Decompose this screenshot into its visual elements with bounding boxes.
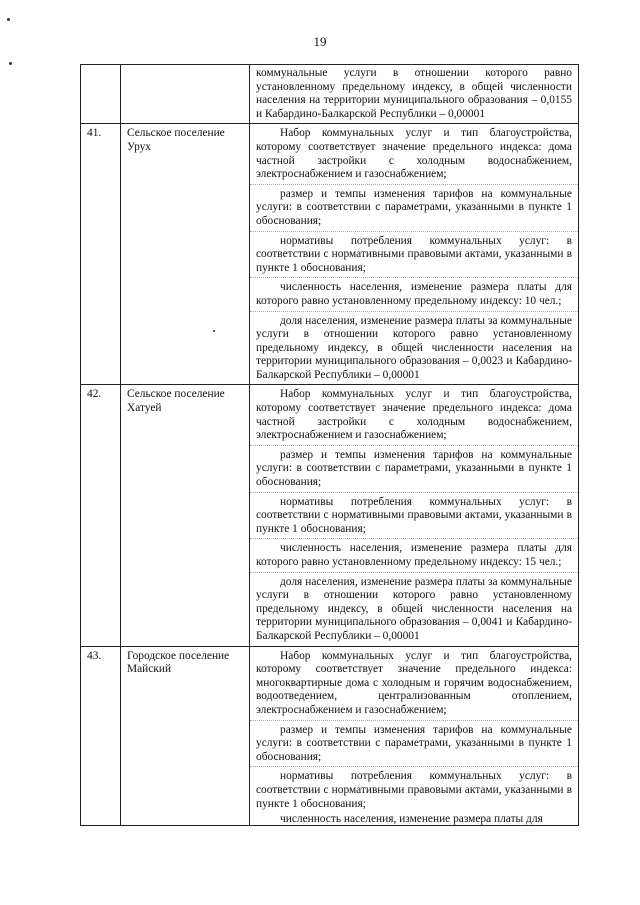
description-cell bbox=[250, 124, 579, 385]
description-paragraph: нормативы потребления коммунальных услуг: в соответствии с нормативными правовыми актами, указанными в пункте 1 обоснования; bbox=[250, 492, 578, 539]
row-number-cell: 42. bbox=[81, 385, 121, 646]
cut-off-paragraph-wrapper bbox=[250, 813, 578, 825]
description-paragraph: Набор коммунальных услуг и тип благоустройства, которому соответствует значение предельного индекса: дома частной застройки с холодным водоснабжением, электроснабжением и газоснабжением; bbox=[256, 127, 572, 181]
description-cell bbox=[250, 646, 579, 826]
description-paragraph: размер и темпы изменения тарифов на коммунальные услуги: в соответствии с параметрами, указанными в пункте 1 обоснования; bbox=[250, 720, 578, 767]
table-row-42 bbox=[81, 385, 579, 646]
table-row-continuation bbox=[81, 65, 579, 124]
description-paragraph: доля населения, изменение размера платы за коммунальные услуги в отношении которого равно установленному предельному индексу, в общей численности населения на территории муниципального образования – 0,0041 и Кабардино-Балкарской Республики – 0,00001 bbox=[250, 572, 578, 646]
municipality-name-cell: Городское поселение Майский bbox=[121, 646, 250, 826]
row-number-cell bbox=[81, 65, 121, 124]
municipality-name-cell: Сельское поселение Хатуей bbox=[121, 385, 250, 646]
row-number-cell: 41. bbox=[81, 124, 121, 385]
description-paragraph: коммунальные услуги в отношении которого равно установленному предельному индексу, в общей численности населения на территории муниципального образования – 0,0155 и Кабардино-Балкарской Республики – 0,00001 bbox=[256, 67, 572, 120]
description-paragraph: численность населения, изменение размера платы для которого равно установленному предельному индексу: 10 чел.; bbox=[250, 277, 578, 310]
description-paragraph: Набор коммунальных услуг и тип благоустройства, которому соответствует значение предельного индекса: дома частной застройки с холодным водоснабжением, электроснабжением и газоснабжением; bbox=[256, 388, 572, 442]
description-paragraph: Набор коммунальных услуг и тип благоустройства, которому соответствует значение предельного индекса: многоквартирные дома с холодным и горячим водоснабжением, водоотведением, централизованным отоплением, электроснабжением и газоснабжением; bbox=[256, 649, 572, 716]
description-paragraph: нормативы потребления коммунальных услуг: в соответствии с нормативными правовыми актами, указанными в пункте 1 обоснования; bbox=[250, 766, 578, 813]
scan-speck bbox=[7, 18, 10, 21]
description-paragraph: размер и темпы изменения тарифов на коммунальные услуги: в соответствии с параметрами, указанными в пункте 1 обоснования; bbox=[250, 445, 578, 492]
description-cell bbox=[250, 65, 579, 124]
table-row-41 bbox=[81, 124, 579, 385]
municipality-table bbox=[80, 64, 579, 826]
description-paragraph: размер и темпы изменения тарифов на коммунальные услуги: в соответствии с параметрами, указанными в пункте 1 обоснования; bbox=[250, 184, 578, 231]
description-cell bbox=[250, 385, 579, 646]
table-row-43 bbox=[81, 646, 579, 826]
municipality-name-cell: Сельское поселение Урух bbox=[121, 124, 250, 385]
row-number-cell: 43. bbox=[81, 646, 121, 826]
municipality-name-cell bbox=[121, 65, 250, 124]
description-paragraph: нормативы потребления коммунальных услуг: в соответствии с нормативными правовыми актами, указанными в пункте 1 обоснования; bbox=[250, 231, 578, 278]
scan-speck bbox=[9, 62, 12, 65]
description-paragraph: доля населения, изменение размера платы за коммунальные услуги в отношении которого равно установленному предельному индексу, в общей численности населения на территории муниципального образования – 0,0023 и Кабардино-Балкарской Республики – 0,00001 bbox=[250, 311, 578, 385]
description-paragraph: численность населения, изменение размера платы для которого равно установленному предельному индексу: 15 чел.; bbox=[250, 538, 578, 571]
description-paragraph: численность населения, изменение размера платы для bbox=[280, 813, 543, 826]
page-number: 19 bbox=[313, 34, 327, 49]
